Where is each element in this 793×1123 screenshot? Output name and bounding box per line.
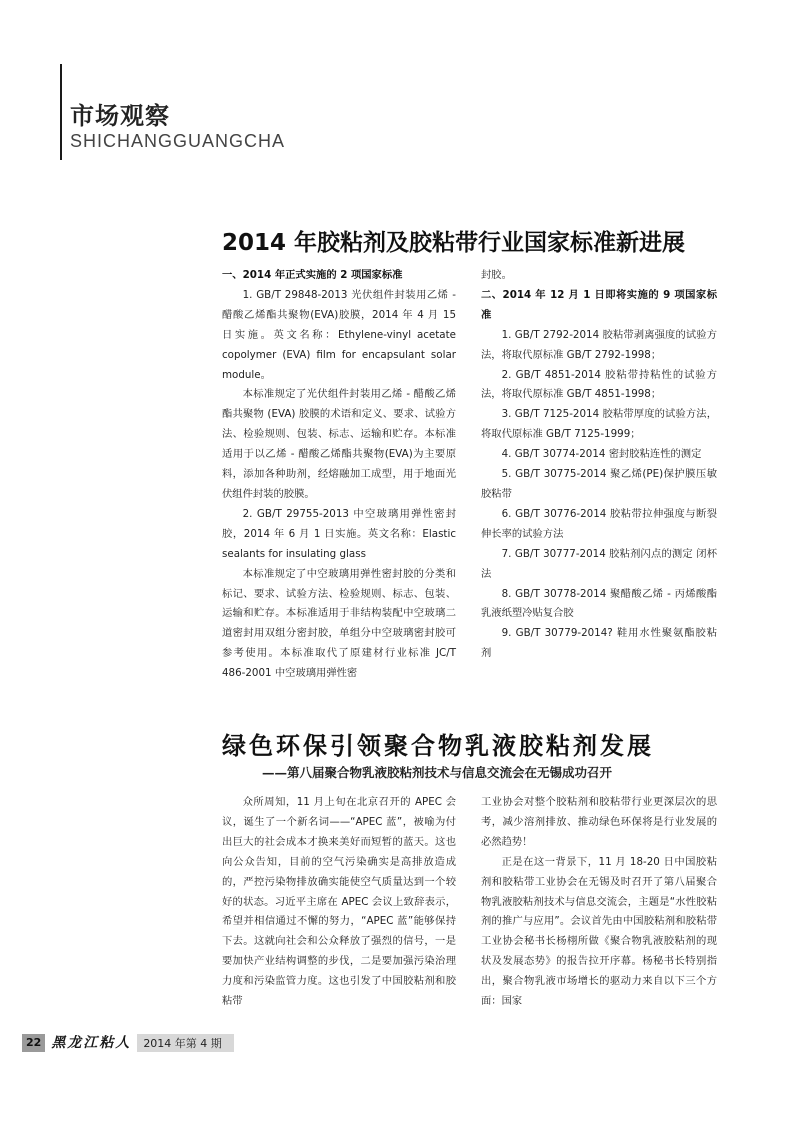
article1-title: 2014 年胶粘剂及胶粘带行业国家标准新进展 (222, 230, 686, 256)
paragraph: 7. GB/T 30777-2014 胶粘剂闪点的测定 闭杯法 (481, 547, 717, 580)
article2-subtitle: ——第八届聚合物乳液胶粘剂技术与信息交流会在无锡成功召开 (262, 765, 613, 780)
paragraph: 封胶。 (481, 269, 512, 281)
paragraph: 众所周知，11 月上旬在北京召开的 APEC 会议，诞生了一个新名词——“APEC 蓝”，被喻为付出巨大的社会成本才换来美好而短暂的蓝天。这也向公众告知，目前的空气污染确实是高排放造成的，严控污染物排放确实能使空气质量达到一个较好的状态。习近平主席在 APEC 会议上致辞表示，希望并相信通过不懈的努力，“APEC 蓝”能够保持下去。这就向社会和公众释放了强烈的信号，一是要加快产业结构调整的步伐，二是要加强污染治理力度和污染监管力度。这也引发了中国胶粘剂和胶粘带 (222, 796, 456, 1008)
paragraph: 2. GB/T 29755-2013 中空玻璃用弹性密封胶，2014 年 6 月 1 日实施。英文名称：Elastic sealants for insulating glass (222, 507, 456, 560)
paragraph: 6. GB/T 30776-2014 胶粘带拉伸强度与断裂伸长率的试验方法 (481, 507, 717, 540)
issue-label: 2014 年第 4 期 (143, 1037, 222, 1050)
paragraph: 正是在这一背景下，11 月 18-20 日中国胶粘剂和胶粘带工业协会在无锡及时召开了第八届聚合物乳液胶粘剂技术与信息交流会，主题是“水性胶粘剂的推广与应用”。会议首先由中国胶粘剂和胶粘带工业协会秘书长杨栩所做《聚合物乳液胶粘剂的现状及发展态势》的报告拉开序幕。杨秘书长特别指出，聚合物乳液市场增长的驱动力来自以下三个方面：国家 (481, 855, 717, 1008)
section-pinyin: SHICHANGGUANGCHA (70, 131, 286, 151)
paragraph: 8. GB/T 30778-2014 聚醋酸乙烯 - 丙烯酸酯乳液纸塑冷贴复合胶 (481, 587, 717, 620)
paragraph: 工业协会对整个胶粘剂和胶粘带行业更深层次的思考，减少溶剂排放、推动绿色环保将是行业发展的必然趋势！ (481, 796, 717, 848)
paragraph: 1. GB/T 29848-2013 光伏组件封装用乙烯 - 醋酸乙烯酯共聚物(EVA)胶膜，2014 年 4 月 15 日实施。英文名称：Ethylene-vinyl acetate copolymer (EVA) film for encapsulant solar module。 (222, 288, 456, 381)
paragraph: 4. GB/T 30774-2014 密封胶粘连性的测定 (501, 448, 702, 461)
paragraph: 本标准规定了光伏组件封装用乙烯 - 醋酸乙烯酯共聚物 (EVA) 胶膜的术语和定义、要求、试验方法、检验规则、包装、标志、运输和贮存。本标准适用于以乙烯 - 醋酸乙烯酯共聚物(EVA)为主要原料，添加各种助剂，经熔融加工成型，用于地面光伏组件封装的胶膜。 (222, 388, 456, 500)
paragraph: 3. GB/T 7125-2014 胶粘带厚度的试验方法，将取代原标准 GB/T 7125-1999； (481, 408, 717, 441)
paragraph: 本标准规定了中空玻璃用弹性密封胶的分类和标记、要求、试验方法、检验规则、标志、包装、运输和贮存。本标准适用于非结构装配中空玻璃二道密封用双组分密封胶，单组分中空玻璃密封胶可参考使用。本标准取代了原建材行业标准 JC/T 486-2001 中空玻璃用弹性密 (222, 567, 456, 680)
article2-right-column (481, 793, 717, 1012)
page-footer (22, 1034, 234, 1052)
paragraph: 5. GB/T 30775-2014 聚乙烯(PE)保护膜压敏胶粘带 (481, 468, 717, 500)
paragraph: 2. GB/T 4851-2014 胶粘带持粘性的试验方法，将取代原标准 GB/T 4851-1998； (481, 368, 717, 401)
section-heading: 二、2014 年 12 月 1 日即将实施的 9 项国家标准 (481, 288, 717, 321)
paragraph: 1. GB/T 2792-2014 胶粘带剥离强度的试验方法，将取代原标准 GB/T 2792-1998； (481, 328, 717, 361)
page-number: 22 (22, 1034, 45, 1052)
section-title: 市场观察 (70, 102, 170, 130)
magazine-masthead: 黑龙江粘人 (45, 1034, 137, 1052)
article1-right-column (481, 266, 717, 664)
paragraph: 9. GB/T 30779-2014? 鞋用水性聚氨酯胶粘剂 (481, 627, 717, 660)
section-heading: 一、2014 年正式实施的 2 项国家标准 (222, 269, 403, 281)
article2-title: 绿色环保引领聚合物乳液胶粘剂发展 (222, 732, 654, 760)
article2-left-column (222, 793, 456, 1012)
section-accent-bar (60, 64, 62, 160)
article1-left-column (222, 266, 456, 684)
